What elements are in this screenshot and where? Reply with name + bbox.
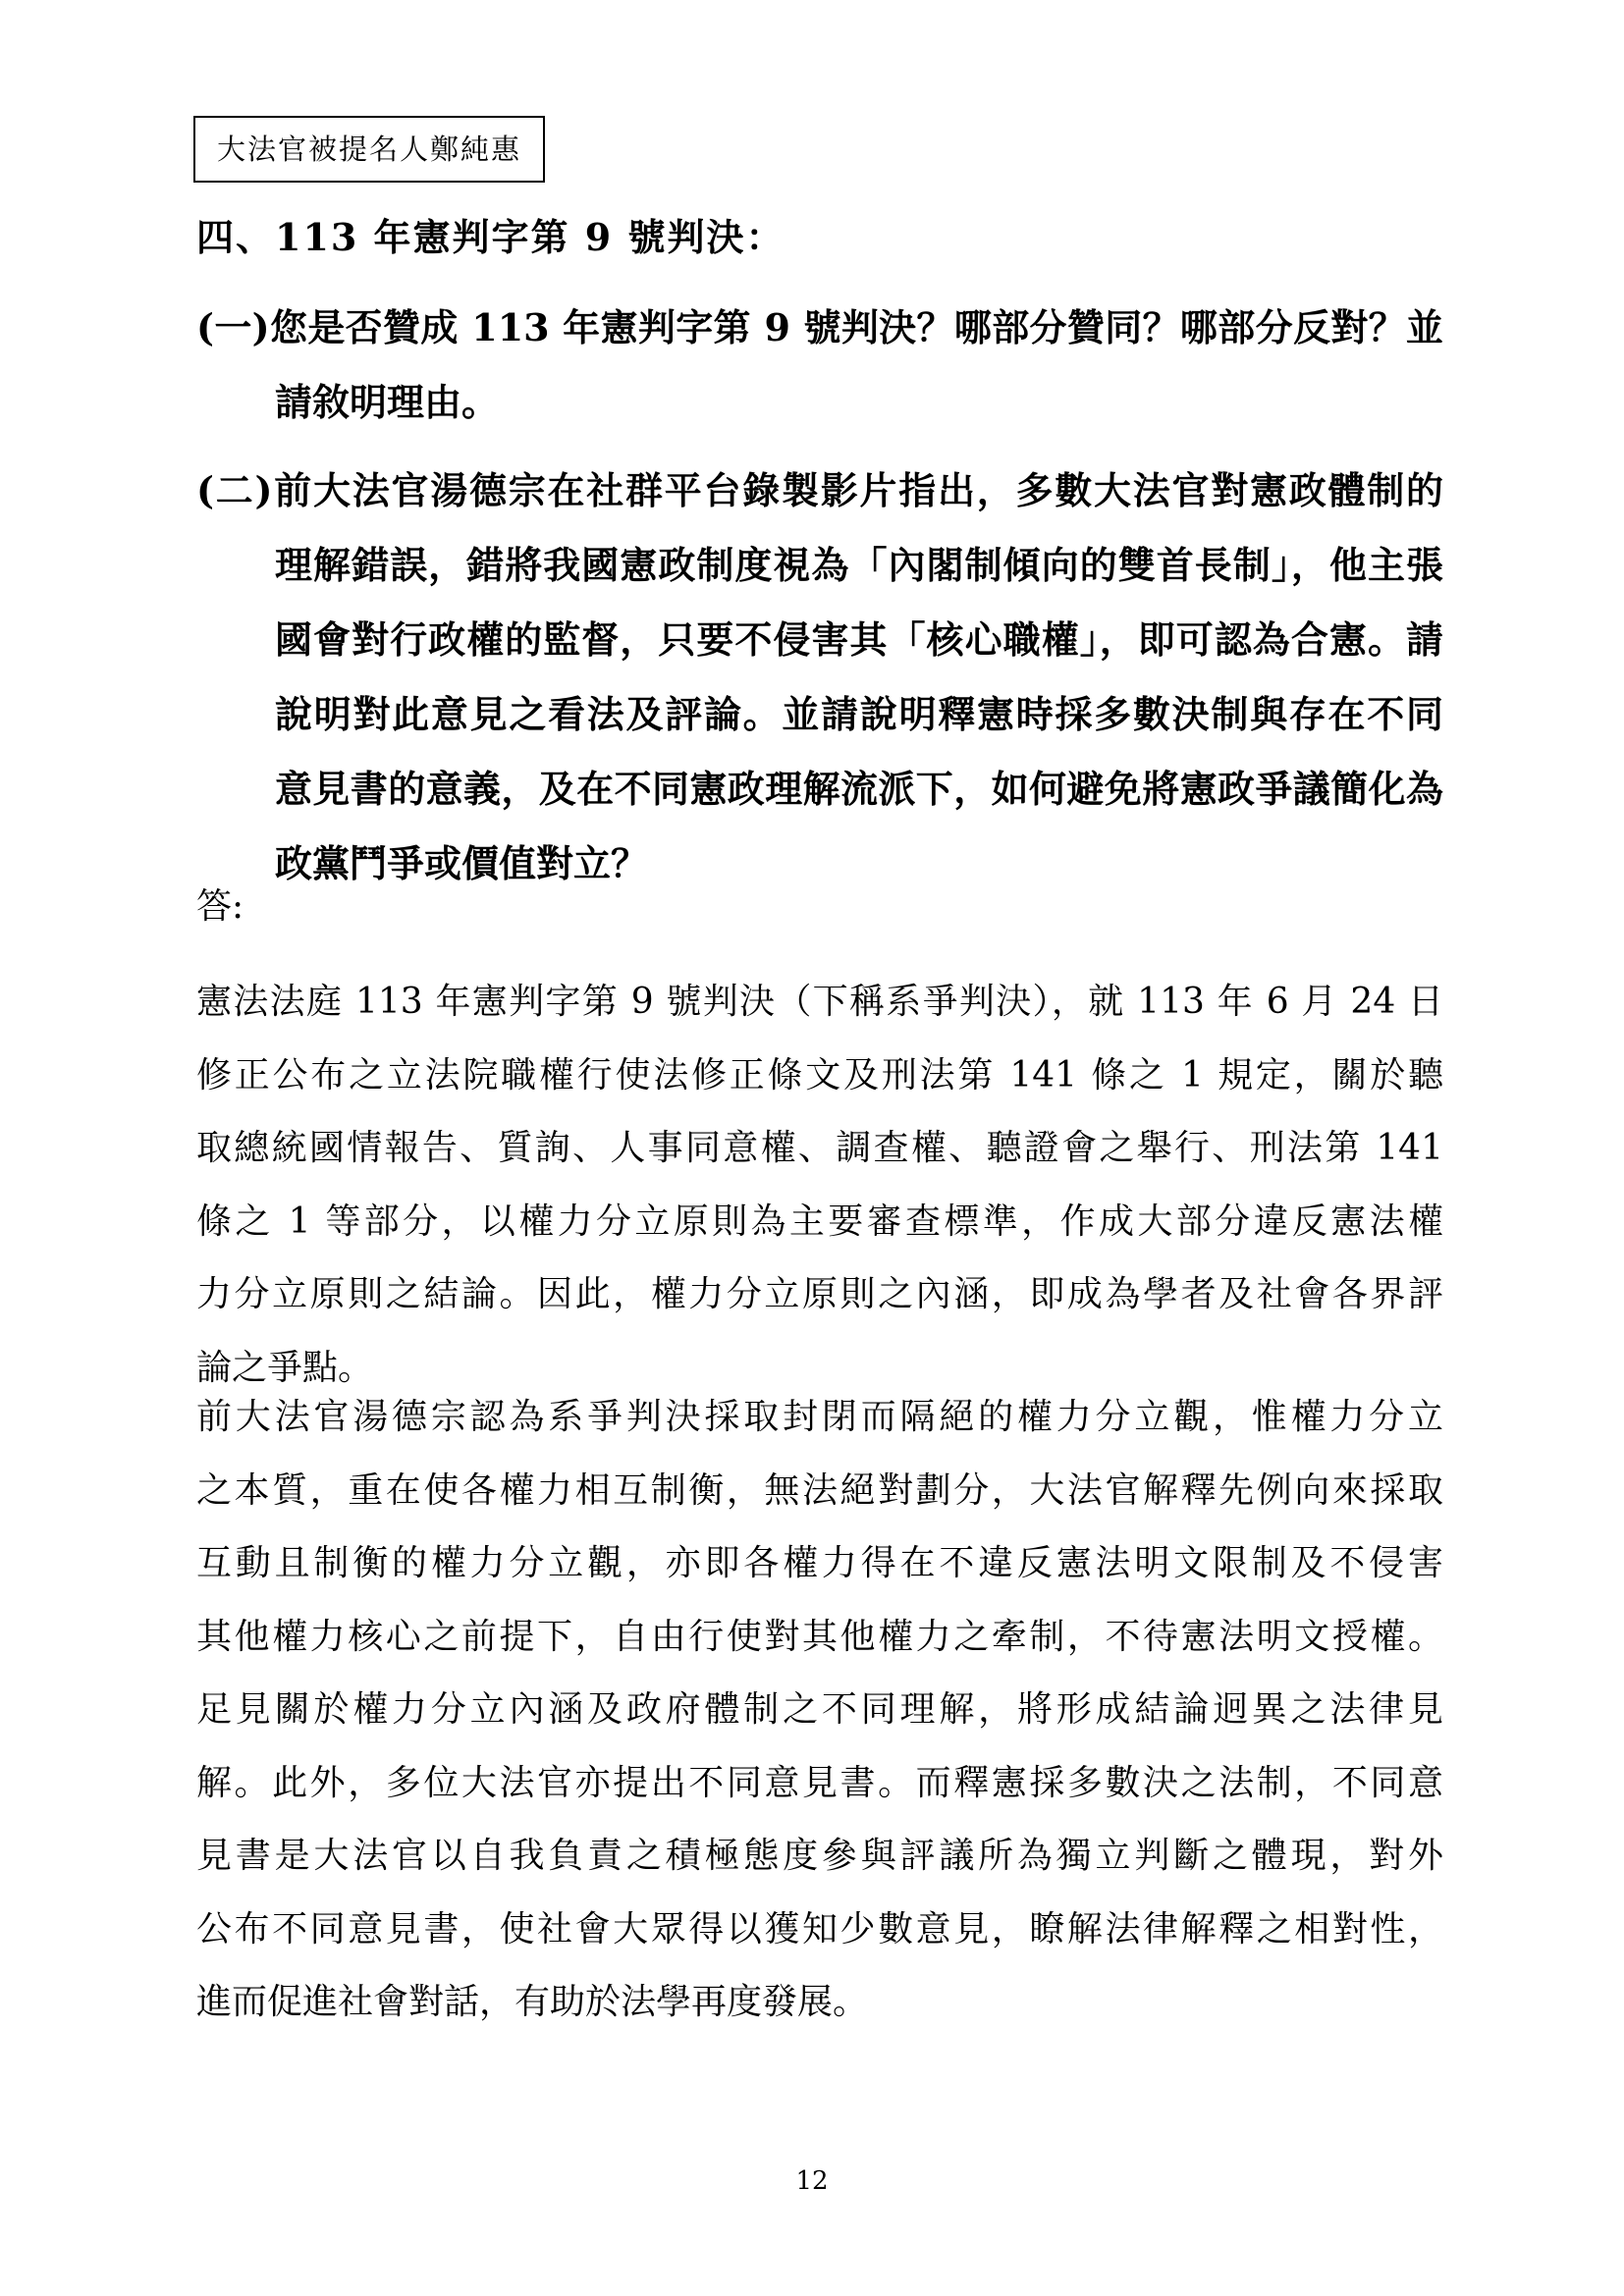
question-2-line: 說明對此意見之看法及評論。並請說明釋憲時採多數決制與存在不同 <box>275 692 1443 736</box>
nominee-label: 大法官被提名人鄭純惠 <box>217 133 522 166</box>
question-2-line: 理解錯誤，錯將我國憲政制度視為「內閣制傾向的雙首長制」，他主張 <box>275 543 1443 587</box>
paragraph-line: 見書是大法官以自我負責之積極態度參與評議所為獨立判斷之體現，對外 <box>196 1836 1443 1876</box>
question-1-line: (一)您是否贊成 113 年憲判字第 9 號判決？哪部分贊同？哪部分反對？並 <box>196 305 1443 349</box>
question-2-line: 意見書的意義，及在不同憲政理解流派下，如何避免將憲政爭議簡化為 <box>275 767 1443 811</box>
paragraph-line: 互動且制衡的權力分立觀，亦即各權力得在不違反憲法明文限制及不侵害 <box>196 1543 1443 1583</box>
answer-label: 答: <box>196 886 244 927</box>
question-2-line: 政黨鬥爭或價值對立？ <box>275 841 649 885</box>
paragraph-line: 取總統國情報告、質詢、人事同意權、調查權、聽證會之舉行、刑法第 141 <box>196 1128 1443 1168</box>
question-2 <box>196 454 1443 901</box>
paragraph-line: 條之 1 等部分，以權力分立原則為主要審查標準，作成大部分違反憲法權 <box>196 1201 1443 1242</box>
paragraph-line: 進而促進社會對話，有助於法學再度發展。 <box>196 1982 869 2022</box>
paragraph-line: 前大法官湯德宗認為系爭判決採取封閉而隔絕的權力分立觀，惟權力分立 <box>196 1397 1443 1437</box>
paragraph-line: 論之爭點。 <box>196 1347 374 1388</box>
paragraph-line: 足見關於權力分立內涵及政府體制之不同理解，將形成結論迥異之法律見 <box>196 1689 1443 1730</box>
paragraph-line: 公布不同意見書，使社會大眾得以獲知少數意見，瞭解法律解釋之相對性， <box>196 1908 1443 1949</box>
section-heading: 四、113 年憲判字第 9 號判決： <box>196 215 785 259</box>
paragraph-line: 其他權力核心之前提下，自由行使對其他權力之牽制，不待憲法明文授權。 <box>196 1616 1443 1657</box>
paragraph-line: 憲法法庭 113 年憲判字第 9 號判決（下稱系爭判決），就 113 年 6 月 24 日 <box>196 982 1443 1022</box>
question-1 <box>196 291 1443 440</box>
nominee-label-box <box>193 116 545 183</box>
answer-paragraph-1 <box>196 966 1443 1405</box>
paragraph-line: 之本質，重在使各權力相互制衡，無法絕對劃分，大法官解釋先例向來採取 <box>196 1469 1443 1511</box>
paragraph-line: 力分立原則之結論。因此，權力分立原則之內涵，即成為學者及社會各界評 <box>196 1274 1443 1314</box>
question-2-line: (二)前大法官湯德宗在社群平台錄製影片指出，多數大法官對憲政體制的 <box>196 468 1443 512</box>
paragraph-line: 解。此外，多位大法官亦提出不同意見書。而釋憲採多數決之法制，不同意 <box>196 1762 1443 1803</box>
question-1-line: 請敘明理由。 <box>275 380 500 424</box>
question-2-line: 國會對行政權的監督，只要不侵害其「核心職權」，即可認為合憲。請 <box>275 617 1443 662</box>
page-number: 12 <box>795 2166 829 2196</box>
paragraph-line: 修正公布之立法院職權行使法修正條文及刑法第 141 條之 1 規定，關於聽 <box>196 1054 1443 1095</box>
answer-paragraph-2 <box>196 1381 1443 2040</box>
